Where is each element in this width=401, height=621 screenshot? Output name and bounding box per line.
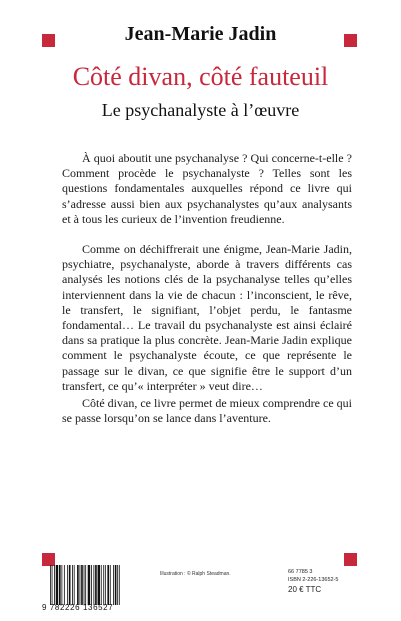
- barcode-bar: [67, 565, 68, 605]
- barcode-bar: [93, 565, 94, 605]
- barcode-bar: [77, 565, 79, 605]
- barcode-bar: [52, 565, 53, 605]
- barcode-bar: [110, 565, 111, 605]
- barcode-bar: [72, 565, 73, 605]
- barcode-bar: [103, 565, 104, 605]
- barcode-bars: [50, 565, 142, 605]
- blurb-paragraph: Côté divan, ce livre permet de mieux comprendre ce qui se passe lorsqu’on se lance dans l’aventure.: [62, 396, 352, 426]
- book-title: Côté divan, côté fauteuil: [72, 62, 329, 91]
- barcode-bar: [61, 565, 62, 605]
- barcode-bar: [81, 565, 83, 605]
- barcode-bar: [85, 565, 86, 605]
- barcode-bar: [115, 565, 117, 605]
- barcode-bar: [74, 565, 75, 605]
- barcode-bar: [88, 565, 90, 605]
- author-name: Jean-Marie Jadin: [124, 23, 277, 45]
- barcode-bar: [91, 565, 92, 605]
- barcode-bar: [80, 565, 81, 605]
- barcode-bar: [107, 565, 109, 605]
- barcode-bar: [84, 565, 85, 605]
- illustration-credit: Illustration : © Ralph Steadman.: [160, 571, 231, 577]
- barcode-digits: 9 782226 136527: [42, 603, 114, 612]
- barcode-bar: [56, 565, 58, 605]
- barcode-bar: [101, 565, 102, 605]
- barcode-bar: [105, 565, 106, 605]
- barcode-bar: [98, 565, 100, 605]
- corner-square-bottom-right: [344, 553, 357, 566]
- isbn-number: ISBN 2-226-13652-5: [288, 577, 339, 583]
- barcode-bar: [64, 565, 65, 605]
- barcode-bar: [95, 565, 97, 605]
- product-code: 66 7785 3: [288, 569, 313, 575]
- price: 20 € TTC: [288, 585, 322, 594]
- isbn-barcode: [42, 565, 142, 612]
- barcode-bar: [59, 565, 61, 605]
- blurb-paragraph: Comme on déchiffrerait une énigme, Jean-Marie Jadin, psychiatre, psychanalyste, aborde à travers différents cas analysés les notions clés de la psychanalyse telles qu’elles interviennent dans la vie de chacun : l’inconscient, le rêve, le transfert, le signifiant, l’objet perdu, le fantasme fondamental… Le travail du psychanalyste est ainsi éclairé dans sa pratique la plus concrète. Jean-Marie Jadin explique comment le psychanalyste écoute, ce que représente le passage sur le divan, ce que signifie être le support d’un transfert, ce qu’« interpréter » veut dire…: [62, 242, 352, 393]
- barcode-bar: [50, 565, 51, 605]
- back-cover-blurb: [62, 151, 352, 426]
- barcode-bar: [54, 565, 55, 605]
- barcode-bar: [69, 565, 71, 605]
- barcode-bar: [117, 565, 118, 605]
- book-subtitle: Le psychanalyste à l’œuvre: [101, 100, 300, 120]
- barcode-bar: [113, 565, 114, 605]
- blurb-paragraph: À quoi aboutit une psychanalyse ? Qui concerne-t-elle ? Comment procède le psychanalyste ? Telles sont les questions fondamentales auxquelles répond ce livre qui s’adresse aussi bien aux psychanalystes qu’aux analysants et à tous les curieux de l’invention freudienne.: [62, 151, 352, 226]
- barcode-bar: [119, 565, 120, 605]
- price-block: [288, 568, 358, 595]
